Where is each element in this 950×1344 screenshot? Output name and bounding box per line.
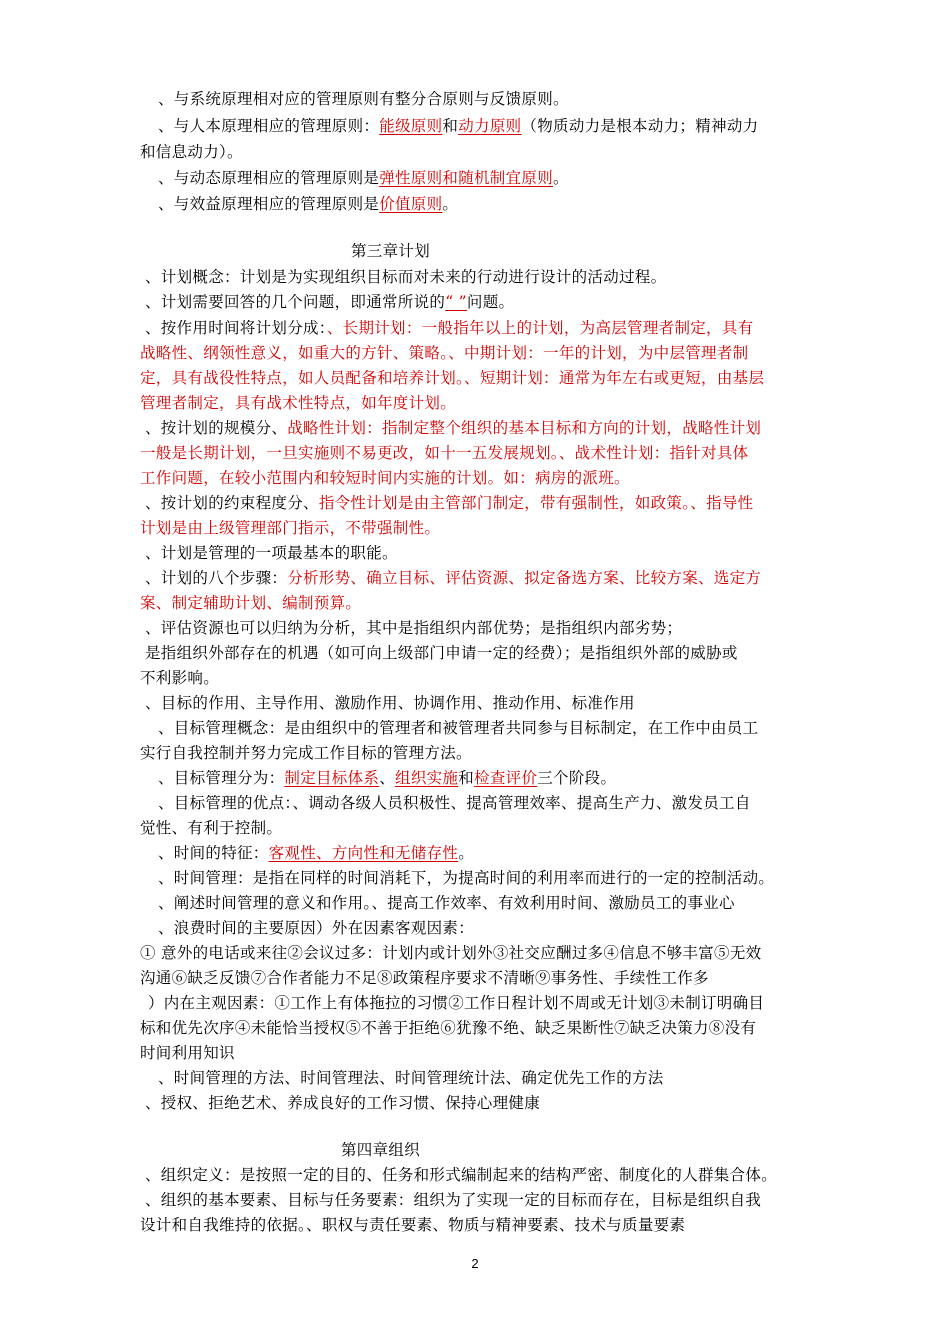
text-segment: 、计划的八个步骤： [145,569,288,587]
text-line [145,1162,777,1188]
text-segment: 、与人本原理相应的管理原则： [158,117,380,135]
text-segment: 、与效益原理相应的管理原则是 [158,195,380,213]
highlighted-text: 案、制定辅助计划、编制预算。 [140,594,362,612]
text-segment: 、目标的作用、主导作用、激励作用、协调作用、推动作用、标准作用 [145,694,635,712]
text-segment: 。 [553,169,569,187]
chapter-heading [341,1137,420,1163]
text-line [140,365,764,391]
text-line [145,540,398,566]
text-segment: 。 [458,844,475,862]
text-segment: 、 [379,769,396,787]
text-line [158,165,569,191]
text-line [140,740,472,766]
text-segment: 沟通⑥缺乏反馈⑦合作者能力不足⑧政策程序要求不清晰⑨事务性、手续性工作多 [140,969,709,987]
text-segment: 、与动态原理相应的管理原则是 [158,169,380,187]
text-segment: 、组织的基本要素、目标与任务要素：组织为了实现一定的目标而存在，目标是组织自我 [145,1191,762,1209]
text-segment: 第三章计划 [351,242,431,260]
text-segment: 、浪费时间的主要原因）外在因素客观因素： [158,919,475,937]
text-segment: 、按计划的规模分、 [145,419,288,437]
text-line [158,915,474,941]
highlighted-text: 、长期计划：一般指年以上的计划，为高层管理者制定，具有 [326,319,754,337]
text-line [140,390,456,416]
text-segment: 是指组织外部存在的机遇（如可向上级部门申请一定的经费）；是指组织外部的威胁或 [145,644,738,662]
text-line [145,565,761,591]
highlighted-text: 计划是由上级管理部门指示，不带强制性。 [140,519,441,537]
text-line [158,765,616,791]
text-segment: 实行自我控制并努力完成工作目标的管理方法。 [140,744,472,762]
text-segment: 、目标管理分为： [158,769,285,787]
text-line [140,965,709,991]
text-segment: 三个阶段。 [537,769,617,787]
text-segment: 不利影响。 [140,669,220,687]
text-segment: 标和优先次序④未能恰当授权⑤不善于拒绝⑥犹豫不绝、缺乏果断性⑦缺乏决策力⑧没有 [140,1019,757,1037]
text-segment: 、目标管理的优点：、调动各级人员积极性、提高管理效率、提高生产力、激发员工自 [158,794,751,812]
text-segment: 、目标管理概念：是由组织中的管理者和被管理者共同参与目标制定，在工作中由员工 [158,719,759,737]
text-segment: （物质动力是根本动力；精神动力 [521,117,759,135]
text-segment: 、时间管理：是指在同样的时间消耗下，为提高时间的利用率而进行的一定的控制活动。 [158,869,775,887]
text-segment: 觉性、有利于控制。 [140,819,283,837]
text-segment: 、组织定义：是按照一定的目的、任务和形式编制起来的结构严密、制度化的人群集合体。 [145,1166,778,1184]
highlighted-text: 价值原则 [379,195,443,213]
page-number: 2 [471,1256,479,1271]
text-segment: 、授权、拒绝艺术、养成良好的工作习惯、保持心理健康 [145,1094,541,1112]
text-segment: 问题。 [466,293,515,311]
text-line [145,490,753,516]
text-line [140,590,361,616]
text-segment: 和 [442,117,459,135]
text-line [145,315,753,341]
highlighted-text: 工作问题，在较小范围内和较短时间内实施的计划。如：病房的派班。 [140,469,630,487]
highlighted-text: 制定目标体系 [284,769,380,787]
highlighted-text: 弹性原则和随机制宜原则 [379,169,554,187]
text-segment: 、与系统原理相对应的管理原则有整分合原则与反馈原则。 [158,90,569,108]
highlighted-text: 分析形势、确立目标、评估资源、拟定备选方案、比较方案、选定方 [287,569,762,587]
text-line [140,1212,685,1238]
text-line [158,86,569,112]
text-segment: ）内在主观因素：①工作上有体拖拉的习惯②工作日程计划不周或无计划③未制订明确目 [148,994,765,1012]
chapter-heading [351,238,430,264]
highlighted-text: 管理者制定，具有战术性特点，如年度计划。 [140,394,457,412]
text-line [140,515,440,541]
text-line [140,440,748,466]
text-line [158,865,774,891]
highlighted-text: 能级原则 [379,117,443,135]
text-segment: 第四章组织 [341,1141,421,1159]
highlighted-text: 战略性计划：指制定整个组织的基本目标和方向的计划，战略性计划 [287,419,762,437]
text-segment: 、按计划的约束程度分、 [145,494,319,512]
highlighted-text: 客观性、方向性和无储存性 [268,844,459,862]
text-segment: 、计划需要回答的几个问题，即通常所说的 [145,293,446,311]
text-segment: 、时间管理的方法、时间管理法、时间管理统计法、确定优先工作的方法 [158,1069,664,1087]
text-line [145,289,514,315]
text-segment: 、评估资源也可以归纳为分析，其中是指组织内部优势；是指组织内部劣势； [145,619,683,637]
text-line [158,1065,664,1091]
text-line [140,340,748,366]
text-line [148,990,764,1016]
text-segment: 、阐述时间管理的意义和作用。、提高工作效率、有效利用时间、激励员工的事业心 [158,894,735,912]
text-line [158,790,751,816]
text-line [158,715,758,741]
text-segment: 和 [458,769,475,787]
text-segment: 、计划概念：计划是为实现组织目标而对未来的行动进行设计的活动过程。 [145,268,667,286]
text-segment: 和信息动力）。 [140,143,243,161]
text-line [140,139,243,165]
text-segment: 设计和自我维持的依据。、职权与责任要素、物质与精神要素、技术与质量要素 [140,1216,686,1234]
text-line [140,465,630,491]
highlighted-text: 一般是长期计划，一旦实施则不易更改，如十一五发展规划。、战术性计划：指针对具体 [140,444,749,462]
text-segment: 、按作用时间将计划分成： [145,319,327,337]
text-line [140,665,219,691]
text-line [140,1015,756,1041]
highlighted-text: 战略性、纲领性意义，如重大的方针、策略。、中期计划：一年的计划，为中层管理者制 [140,344,749,362]
highlighted-text: 组织实施 [395,769,459,787]
text-line [145,615,682,641]
text-segment: 。 [442,195,459,213]
text-line [145,1090,540,1116]
text-segment: 、时间的特征： [158,844,269,862]
text-line [158,113,758,139]
text-segment: 、计划是管理的一项最基本的职能。 [145,544,398,562]
text-line [145,264,666,290]
text-line [158,840,474,866]
highlighted-text: 检查评价 [474,769,538,787]
highlighted-text: 指令性计划是由主管部门制定，带有强制性，如政策。、指导性 [318,494,754,512]
text-line [140,940,761,966]
text-line [140,815,282,841]
text-line [158,191,458,217]
text-segment: ① 意外的电话或来往②会议过多：计划内或计划外③社交应酬过多④信息不够丰富⑤无效 [140,944,762,962]
text-segment: 时间利用知识 [140,1044,235,1062]
highlighted-text: “ ” [445,293,467,311]
text-line [140,1040,235,1066]
text-line [145,690,635,716]
highlighted-text: 动力原则 [458,117,522,135]
text-line [145,415,761,441]
highlighted-text: 定，具有战役性特点，如人员配备和培养计划。、短期计划：通常为年左右或更短，由基层 [140,369,765,387]
text-line [145,640,738,666]
text-line [145,1187,761,1213]
text-line [158,890,735,916]
